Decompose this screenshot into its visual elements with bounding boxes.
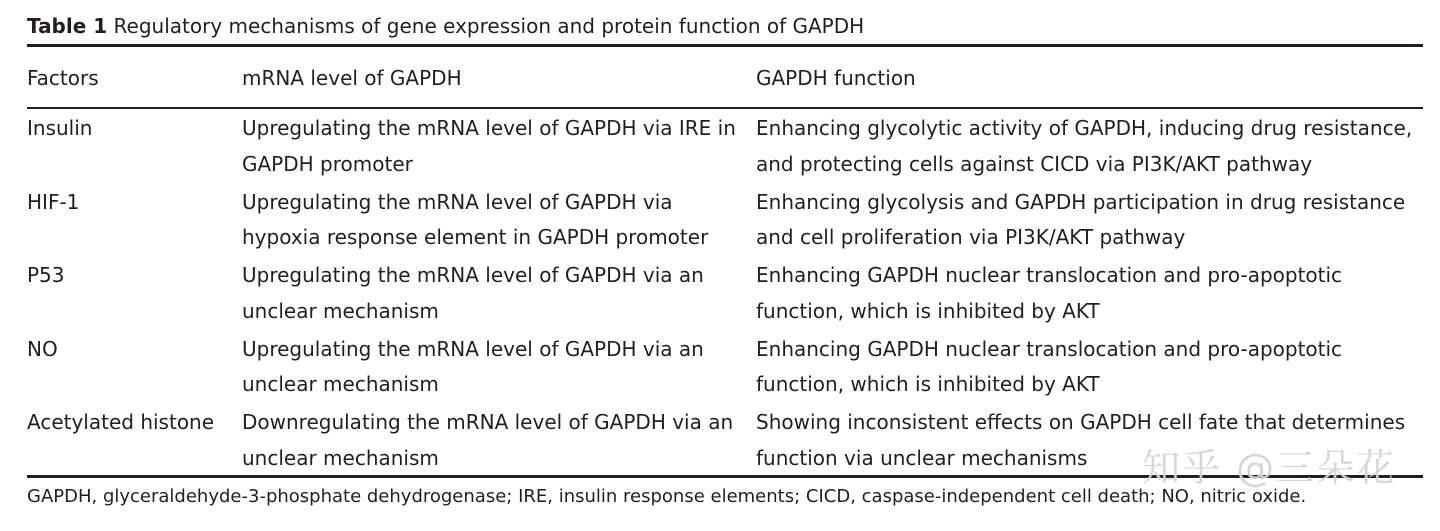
function-line: function via unclear mechanisms <box>756 445 1088 470</box>
factor-cell <box>27 405 214 441</box>
factor-cell <box>27 185 79 221</box>
function-cell <box>756 111 1412 182</box>
function-line: Enhancing GAPDH nuclear translocation and pro-apoptotic <box>756 263 1343 288</box>
mrna-line: GAPDH promoter <box>242 151 413 176</box>
table-caption <box>27 12 864 40</box>
mrna-cell <box>242 185 708 256</box>
table-caption-text: Regulatory mechanisms of gene expression and protein function of GAPDH <box>113 14 865 38</box>
header-gapdh-function: GAPDH function <box>756 66 916 90</box>
mrna-line: hypoxia response element in GAPDH promoter <box>242 225 709 250</box>
mrna-line: Upregulating the mRNA level of GAPDH via <box>242 189 673 214</box>
mrna-cell <box>242 111 736 182</box>
function-cell <box>756 185 1405 256</box>
mrna-line: unclear mechanism <box>242 372 439 397</box>
table-footnote: GAPDH, glyceraldehyde-3-phosphate dehydrogenase; IRE, insulin response elements; CICD, caspase-independent cell death; NO, nitric oxide. <box>27 486 1307 507</box>
factor-text: Acetylated histone <box>27 410 215 435</box>
factor-cell <box>27 332 58 368</box>
factor-text: HIF-1 <box>27 189 80 214</box>
mrna-cell <box>242 332 704 403</box>
function-line: function, which is inhibited by AKT <box>756 298 1100 323</box>
mrna-cell <box>242 258 704 329</box>
table-header-row <box>0 60 1440 96</box>
factor-text: Insulin <box>27 116 93 140</box>
factor-text: P53 <box>27 263 65 288</box>
table-caption-label: Table 1 <box>27 14 108 38</box>
function-line: and cell proliferation via PI3K/AKT pathway <box>756 225 1186 250</box>
factor-text: NO <box>27 336 58 361</box>
factor-cell <box>27 111 92 147</box>
function-line: Enhancing GAPDH nuclear translocation and pro-apoptotic <box>756 336 1343 361</box>
function-line: Enhancing glycolysis and GAPDH participation in drug resistance <box>756 189 1406 214</box>
header-factors: Factors <box>27 66 99 90</box>
function-cell <box>756 258 1342 329</box>
mrna-line: Upregulating the mRNA level of GAPDH via an <box>242 336 704 361</box>
top-rule <box>27 44 1423 47</box>
function-line: function, which is inhibited by AKT <box>756 372 1100 397</box>
header-rule <box>27 107 1423 109</box>
table-row <box>0 258 1440 332</box>
function-line: Enhancing glycolytic activity of GAPDH, inducing drug resistance, <box>756 116 1413 140</box>
function-line: and protecting cells against CICD via PI3K/AKT pathway <box>756 151 1313 176</box>
mrna-cell <box>242 405 733 476</box>
table-row <box>0 185 1440 259</box>
function-cell <box>756 332 1342 403</box>
table-row <box>0 111 1440 185</box>
mrna-line: Upregulating the mRNA level of GAPDH via IRE in <box>242 116 736 140</box>
mrna-line: Downregulating the mRNA level of GAPDH via an <box>242 410 734 435</box>
function-line: Showing inconsistent effects on GAPDH cell fate that determines <box>756 410 1406 435</box>
mrna-line: unclear mechanism <box>242 445 439 470</box>
mrna-line: unclear mechanism <box>242 298 439 323</box>
factor-cell <box>27 258 65 294</box>
header-mrna-level: mRNA level of GAPDH <box>242 66 462 90</box>
mrna-line: Upregulating the mRNA level of GAPDH via an <box>242 263 704 288</box>
table-row <box>0 332 1440 406</box>
table-body <box>0 111 1440 479</box>
watermark: 知乎 @三朵花 <box>1142 446 1397 490</box>
